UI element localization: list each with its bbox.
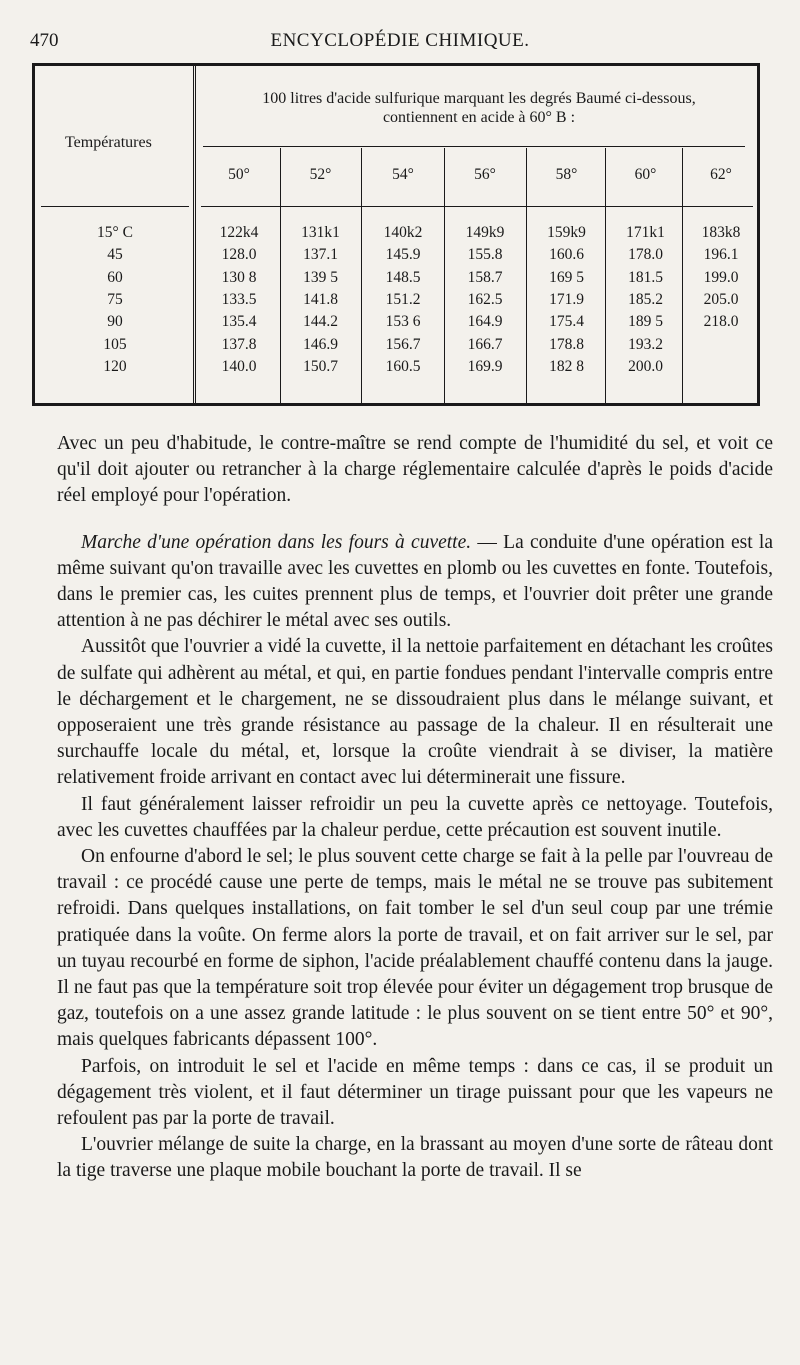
table-cell: 122k4 <box>219 224 259 241</box>
column-divider <box>605 148 606 403</box>
table-cell: 159k9 <box>547 224 586 241</box>
table-cell: 182 8 <box>549 357 584 375</box>
paragraph: Il faut généralement laisser refroidir un peu la cuvette après ce nettoyage. Toutefois, avec les cuvettes chauffées par la chaleur perdue, cette précaution est souvent inutile. <box>57 793 773 841</box>
table-cell: 171k1 <box>626 224 665 241</box>
table-cell: 133.5 <box>221 290 257 308</box>
row-header: Températures <box>65 134 152 151</box>
table-cell: 137.1 <box>303 246 338 264</box>
table-cell: 185.2 <box>628 290 663 308</box>
table-cell: 137.8 <box>221 335 257 353</box>
running-title: ENCYCLOPÉDIE CHIMIQUE. <box>270 30 530 51</box>
table-caption-line1: 100 litres d'acide sulfurique marquant les degrés Baumé ci-dessous, <box>262 90 696 107</box>
paragraph: On enfourne d'abord le sel; le plus souvent cette charge se fait à la pelle par l'ouvreau de travail : ce procédé cause une perte de temps, mais le métal ne se trouve pas subitement refroidi. Dans quelques installations, on fait tomber le sel d'un seul coup par une trémie pratiquée dans la voûte. On ferme alors la porte de travail, et on fait arriver sur le sel, par un tuyau recourbé en forme de siphon, l'acide préalablement chauffé contenu dans la jauge. Il ne faut pas que la température soit trop élevée pour éviter un dégagement trop brusque de gaz, toutefois on a une assez grande latitude : le plus souvent on se tient entre 50° et 90°, mais quelques fabricants dépassent 100°. <box>57 846 773 1051</box>
table-cell: 162.5 <box>467 290 503 308</box>
table-cell: 151.2 <box>385 290 421 308</box>
table-cell: 164.9 <box>467 313 503 331</box>
table-cell: 218.0 <box>703 313 739 331</box>
table-cell: 149k9 <box>465 224 505 241</box>
table-cell: 141.8 <box>303 290 338 308</box>
table-cell: 199.0 <box>703 268 739 286</box>
table-row-temperature: 15° C <box>97 224 133 241</box>
table-cell: 140.0 <box>221 357 257 375</box>
paragraph: Avec un peu d'habitude, le contre-maître se rend compte de l'humidité du sel, et voit ce qu'il doit ajouter ou retrancher à la charge réglementaire calculée d'après le poids d'acide réel employé pour l'opération. <box>57 433 773 507</box>
table-cell: 189 5 <box>628 313 663 331</box>
table-cell: 150.7 <box>303 357 338 375</box>
column-header: 58° <box>555 166 578 183</box>
paragraph: L'ouvrier mélange de suite la charge, en la brassant au moyen d'une sorte de râteau dont la tige traverse une plaque mobile bouchant la porte de travail. Il se <box>57 1134 773 1182</box>
table-cell: 200.0 <box>628 357 663 375</box>
body-text <box>57 431 773 1185</box>
table-cell: 175.4 <box>549 313 584 331</box>
table-cell: 205.0 <box>703 290 739 308</box>
table-cell: 156.7 <box>385 335 421 353</box>
column-divider <box>526 148 527 403</box>
table-row-temperature: 45 <box>107 246 123 264</box>
column-header: 50° <box>228 166 250 183</box>
table-cell: 193.2 <box>628 335 663 353</box>
table-caption <box>203 89 755 127</box>
column-header: 54° <box>392 166 414 183</box>
table-cell: 130 8 <box>221 268 257 286</box>
column-header: 60° <box>634 166 657 183</box>
data-table <box>32 63 760 406</box>
column-divider <box>361 148 362 403</box>
table-cell: 169 5 <box>549 268 584 286</box>
table-cell: 139 5 <box>303 268 338 286</box>
column-header: 52° <box>309 166 332 183</box>
table-cell: 128.0 <box>221 246 257 264</box>
column-divider <box>682 148 683 403</box>
section-title: Marche d'une opération dans les fours à cuvette. <box>81 531 472 553</box>
table-cell: 171.9 <box>549 290 584 308</box>
table-cell: 160.5 <box>385 357 421 375</box>
table-caption-line2: contiennent en acide à 60° B : <box>382 109 576 126</box>
table-cell: 160.6 <box>549 246 584 264</box>
caption-rule <box>203 146 745 147</box>
table-cell: 196.1 <box>703 246 739 264</box>
paragraph: Aussitôt que l'ouvrier a vidé la cuvette, il la nettoie parfaitement en détachant les croûtes de sulfate qui adhèrent au métal, et qui, en partie fondues pendant l'intervalle compris entre le déchargement et le chargement, ne se dissoudraient plus dans le mélange suivant, et opposeraient une très grande résistance au passage de la chaleur. Il en résulterait une surchauffe locale du métal, et, lorsque la croûte viendrait à se diviser, la matière relativement froide arrivant en contact avec lui déterminerait une fissure. <box>57 636 773 789</box>
column-divider <box>444 148 445 403</box>
table-cell: 155.8 <box>467 246 503 264</box>
header-rule <box>201 206 753 207</box>
column-divider <box>195 66 196 403</box>
table-cell: 135.4 <box>221 313 257 331</box>
table-cell: 169.9 <box>467 357 503 375</box>
table-row-temperature: 90 <box>107 313 123 331</box>
paragraph-body: — La conduite d'une opération est la même suivant qu'on travaille avec les cuvettes en plomb ou les cuvettes en fonte. Toutefois, dans le premier cas, les cuites prennent plus de temps, et l'ouvrier doit prêter une grande attention à ne pas déchirer le métal avec ses outils. <box>57 531 773 632</box>
table-row-temperature: 75 <box>107 290 123 308</box>
table-cell: 140k2 <box>383 224 423 241</box>
page-number: 470 <box>30 30 59 51</box>
column-header: 62° <box>710 166 732 183</box>
table-cell: 146.9 <box>303 335 338 353</box>
table-row-temperature: 120 <box>103 357 127 375</box>
table-cell: 153 6 <box>385 313 421 331</box>
table-cell: 166.7 <box>467 335 503 353</box>
paragraph: Parfois, on introduit le sel et l'acide en même temps : dans ce cas, il se produit un dégagement très violent, et il faut déterminer un tirage puissant pour que les vapeurs ne refoulent pas par la porte de travail. <box>57 1055 773 1130</box>
table-row-temperature: 60 <box>107 268 123 286</box>
table-cell: 178.8 <box>549 335 584 353</box>
column-header: 56° <box>474 166 496 183</box>
table-row-temperature: 105 <box>103 335 127 353</box>
table-cell: 183k8 <box>701 224 741 241</box>
column-divider <box>193 66 194 403</box>
table-cell: 158.7 <box>467 268 503 286</box>
table-cell: 178.0 <box>628 246 663 264</box>
table-cell: 145.9 <box>385 246 421 264</box>
table-cell: 148.5 <box>385 268 421 286</box>
table-cell: 131k1 <box>301 224 340 241</box>
table-cell: 144.2 <box>303 313 338 331</box>
table-cell: 181.5 <box>628 268 663 286</box>
paragraph <box>57 530 773 635</box>
header-rule <box>41 206 189 207</box>
